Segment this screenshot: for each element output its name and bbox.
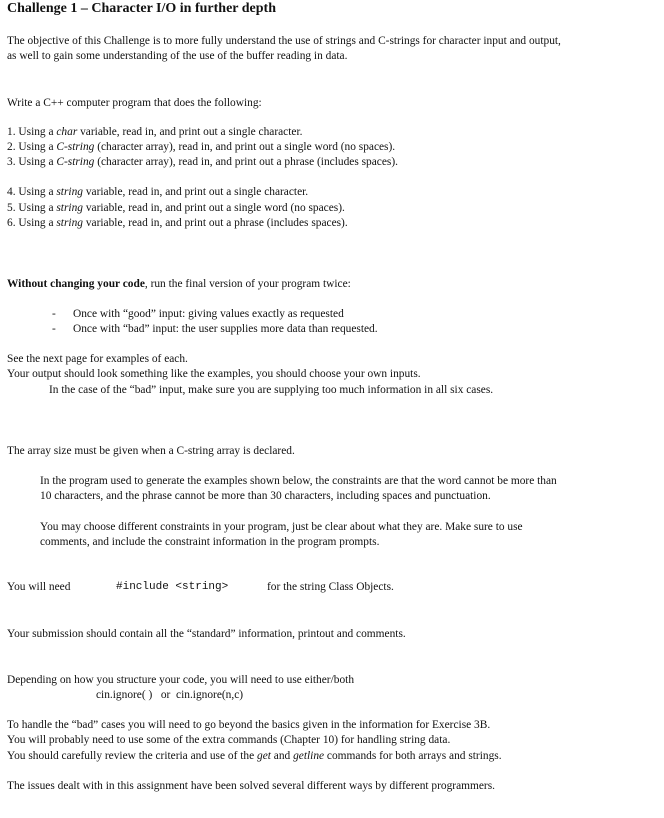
issues-note: The issues dealt with in this assignment have been solved several different ways by different programmers. [7,780,495,792]
see-next-page: See the next page for examples of each. [7,353,188,365]
bullet-dash: - [52,308,56,320]
write-intro: Write a C++ computer program that does the following: [7,97,262,109]
handle-line-2: You will probably need to use some of the extra commands (Chapter 10) for handling string data. [7,734,451,746]
task-item-6: 6. Using a string variable, read in, and print out a phrase (includes spaces). [7,217,348,229]
submission-note: Your submission should contain all the “standard” information, printout and comments. [7,628,406,640]
task-item-5: 5. Using a string variable, read in, and print out a single word (no spaces). [7,202,345,214]
need-tail: for the string Class Objects. [267,581,394,593]
task-item-3: 3. Using a C-string (character array), read in, and print out a phrase (includes spaces). [7,156,398,168]
output-guidance: Your output should look something like the examples, you should choose your own inputs. [7,368,421,380]
run-bad-input: Once with “bad” input: the user supplies more data than requested. [73,323,378,335]
constraints-line-2: 10 characters, and the phrase cannot be more than 30 characters, including spaces and punctuation. [40,490,491,502]
depending-line-1: Depending on how you structure your code, you will need to use either/both [7,674,355,686]
choose-line-2: comments, and include the constraint information in the program prompts. [40,536,380,548]
run-twice-instruction: Without changing your code, run the final version of your program twice: [7,278,351,290]
cin-ignore-options: cin.ignore( ) or cin.ignore(n,c) [96,689,244,701]
choose-line-1: You may choose different constraints in your program, just be clear about what they are. Make sure to use [40,521,523,533]
handle-line-3: You should carefully review the criteria and use of the get and getline commands for both arrays and strings. [7,750,502,762]
handle-line-1: To handle the “bad” cases you will need to go beyond the basics given in the information for Exercise 3B. [7,719,491,731]
page-title: Challenge 1 – Character I/O in further depth [7,1,276,16]
bullet-dash: - [52,323,56,335]
objective-line-1: The objective of this Challenge is to more fully understand the use of strings and C-strings for character input and output, [7,35,561,47]
task-item-2: 2. Using a C-string (character array), read in, and print out a single word (no spaces). [7,141,396,153]
task-item-1: 1. Using a char variable, read in, and print out a single character. [7,126,303,138]
constraints-line-1: In the program used to generate the examples shown below, the constraints are that the word cannot be more than [40,475,557,487]
objective-line-2: as well to gain some understanding of the use of the buffer reading in data. [7,50,348,62]
need-label: You will need [7,581,71,593]
include-string-code: #include <string> [116,581,229,593]
array-size-note: The array size must be given when a C-string array is declared. [7,445,295,457]
task-item-4: 4. Using a string variable, read in, and print out a single character. [7,186,309,198]
bad-case-note: In the case of the “bad” input, make sure you are supplying too much information in all six cases. [49,384,494,396]
run-good-input: Once with “good” input: giving values exactly as requested [73,308,344,320]
